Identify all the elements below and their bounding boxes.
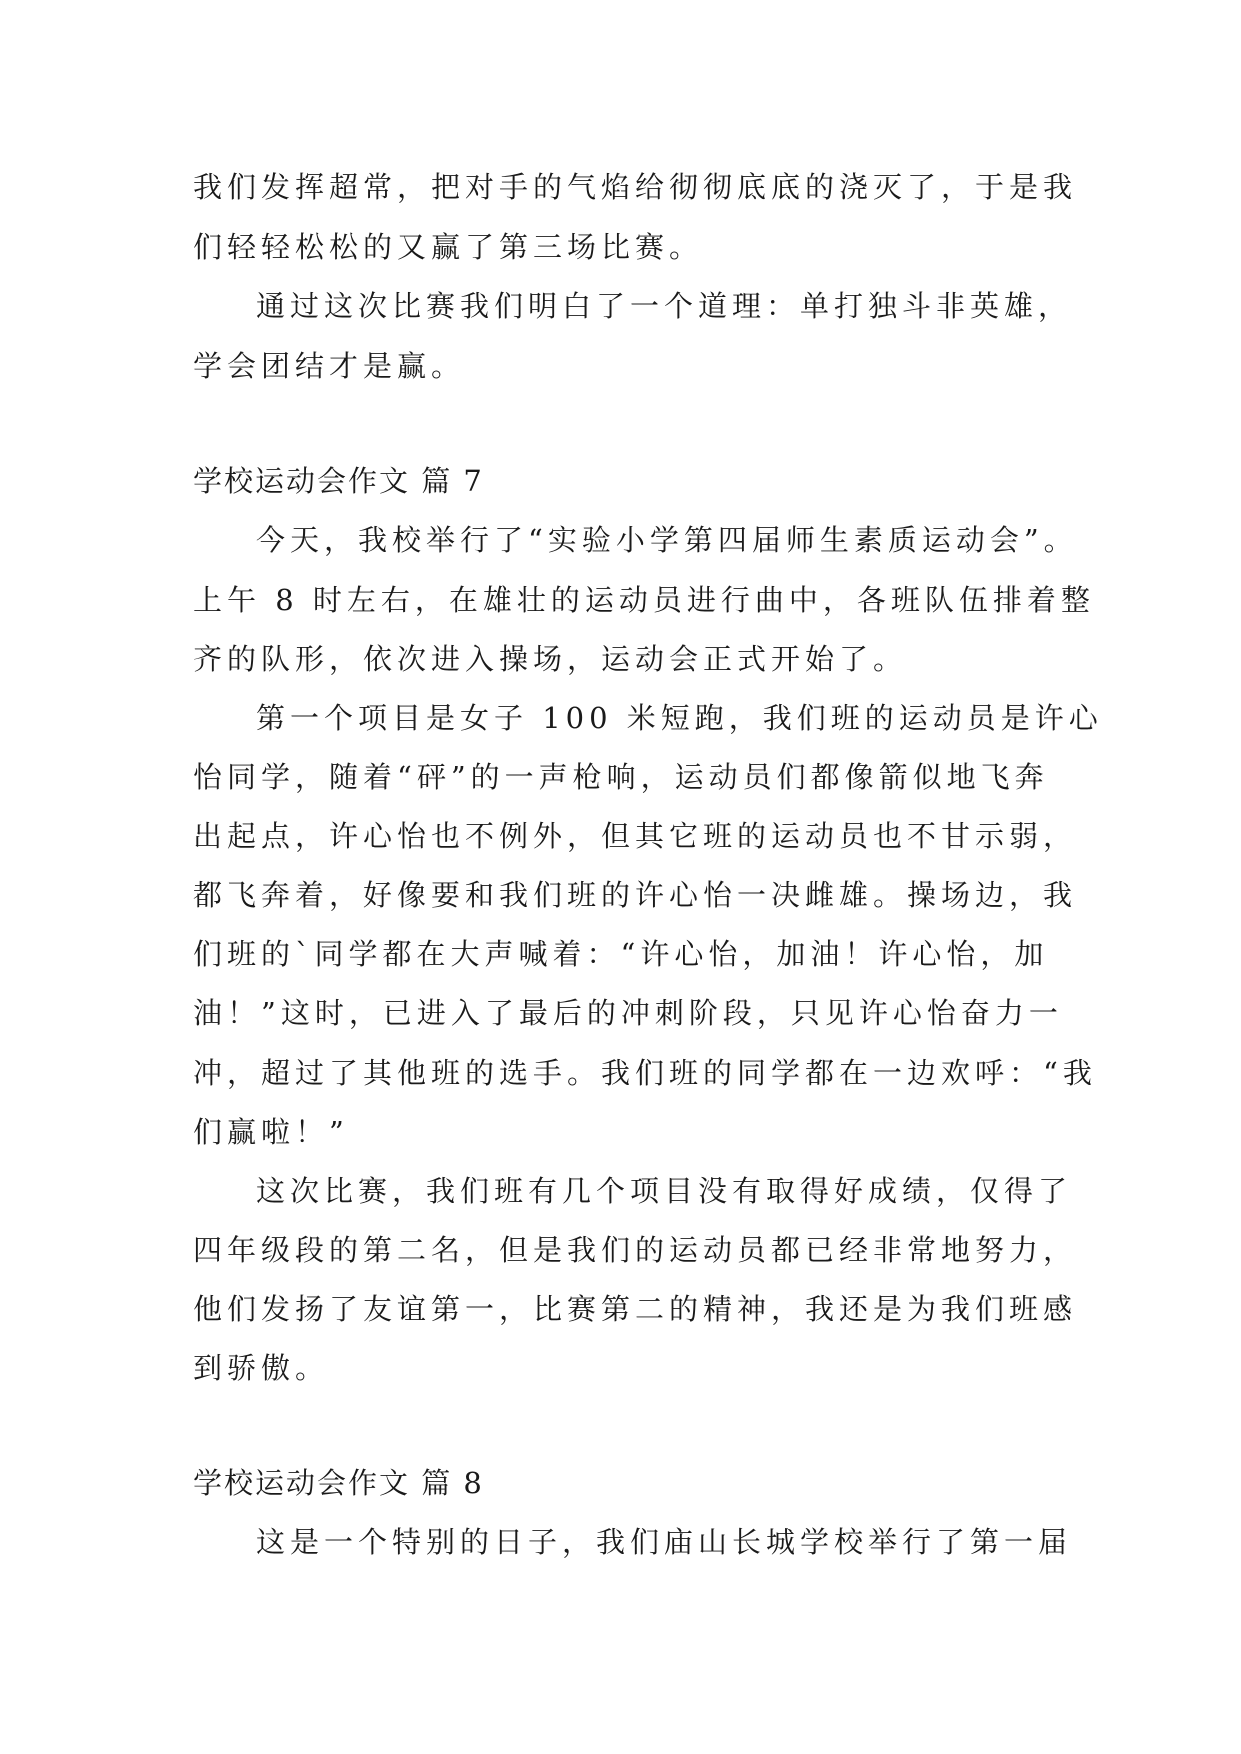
text-line: 齐的队形，依次进入操场，运动会正式开始了。 xyxy=(193,642,908,676)
paragraph-first-line: 今天，我校举行了“实验小学第四届师生素质运动会”。 xyxy=(256,523,1078,557)
text-line: 怡同学，随着“砰”的一声枪响，运动员们都像箭似地飞奔 xyxy=(193,760,1049,794)
text-line: 学会团结才是赢。 xyxy=(193,349,466,383)
text-line: 到骄傲。 xyxy=(193,1351,330,1385)
text-line: 们赢啦！” xyxy=(193,1115,349,1149)
text-line: 他们发扬了友谊第一，比赛第二的精神，我还是为我们班感 xyxy=(193,1292,1078,1326)
paragraph-first-line: 这是一个特别的日子，我们庙山长城学校举行了第一届 xyxy=(256,1525,1073,1559)
text-line: 上午 8 时左右，在雄壮的运动员进行曲中，各班队伍排着整 xyxy=(193,583,1095,617)
paragraph-first-line: 通过这次比赛我们明白了一个道理：单打独斗非英雄， xyxy=(256,289,1073,323)
text-line: 出起点，许心怡也不例外，但其它班的运动员也不甘示弱， xyxy=(193,819,1078,853)
text-line: 们轻轻松松的又赢了第三场比赛。 xyxy=(193,230,704,264)
text-line: 都飞奔着，好像要和我们班的许心怡一决雌雄。操场边，我 xyxy=(193,878,1078,912)
paragraph-first-line: 这次比赛，我们班有几个项目没有取得好成绩，仅得了 xyxy=(256,1174,1073,1208)
text-line: 油！”这时，已进入了最后的冲刺阶段，只见许心怡奋力一 xyxy=(193,996,1063,1030)
paragraph-first-line: 第一个项目是女子 100 米短跑，我们班的运动员是许心 xyxy=(256,701,1103,735)
text-line: 冲，超过了其他班的选手。我们班的同学都在一边欢呼：“我 xyxy=(193,1056,1097,1090)
text-line: 我们发挥超常，把对手的气焰给彻彻底底的浇灭了，于是我 xyxy=(193,170,1078,204)
section-heading: 学校运动会作文 篇 8 xyxy=(193,1466,484,1500)
text-line: 们班的`同学都在大声喊着：“许心怡，加油！许心怡，加 xyxy=(193,937,1049,971)
text-line: 四年级段的第二名，但是我们的运动员都已经非常地努力， xyxy=(193,1233,1078,1267)
section-heading: 学校运动会作文 篇 7 xyxy=(193,464,484,498)
